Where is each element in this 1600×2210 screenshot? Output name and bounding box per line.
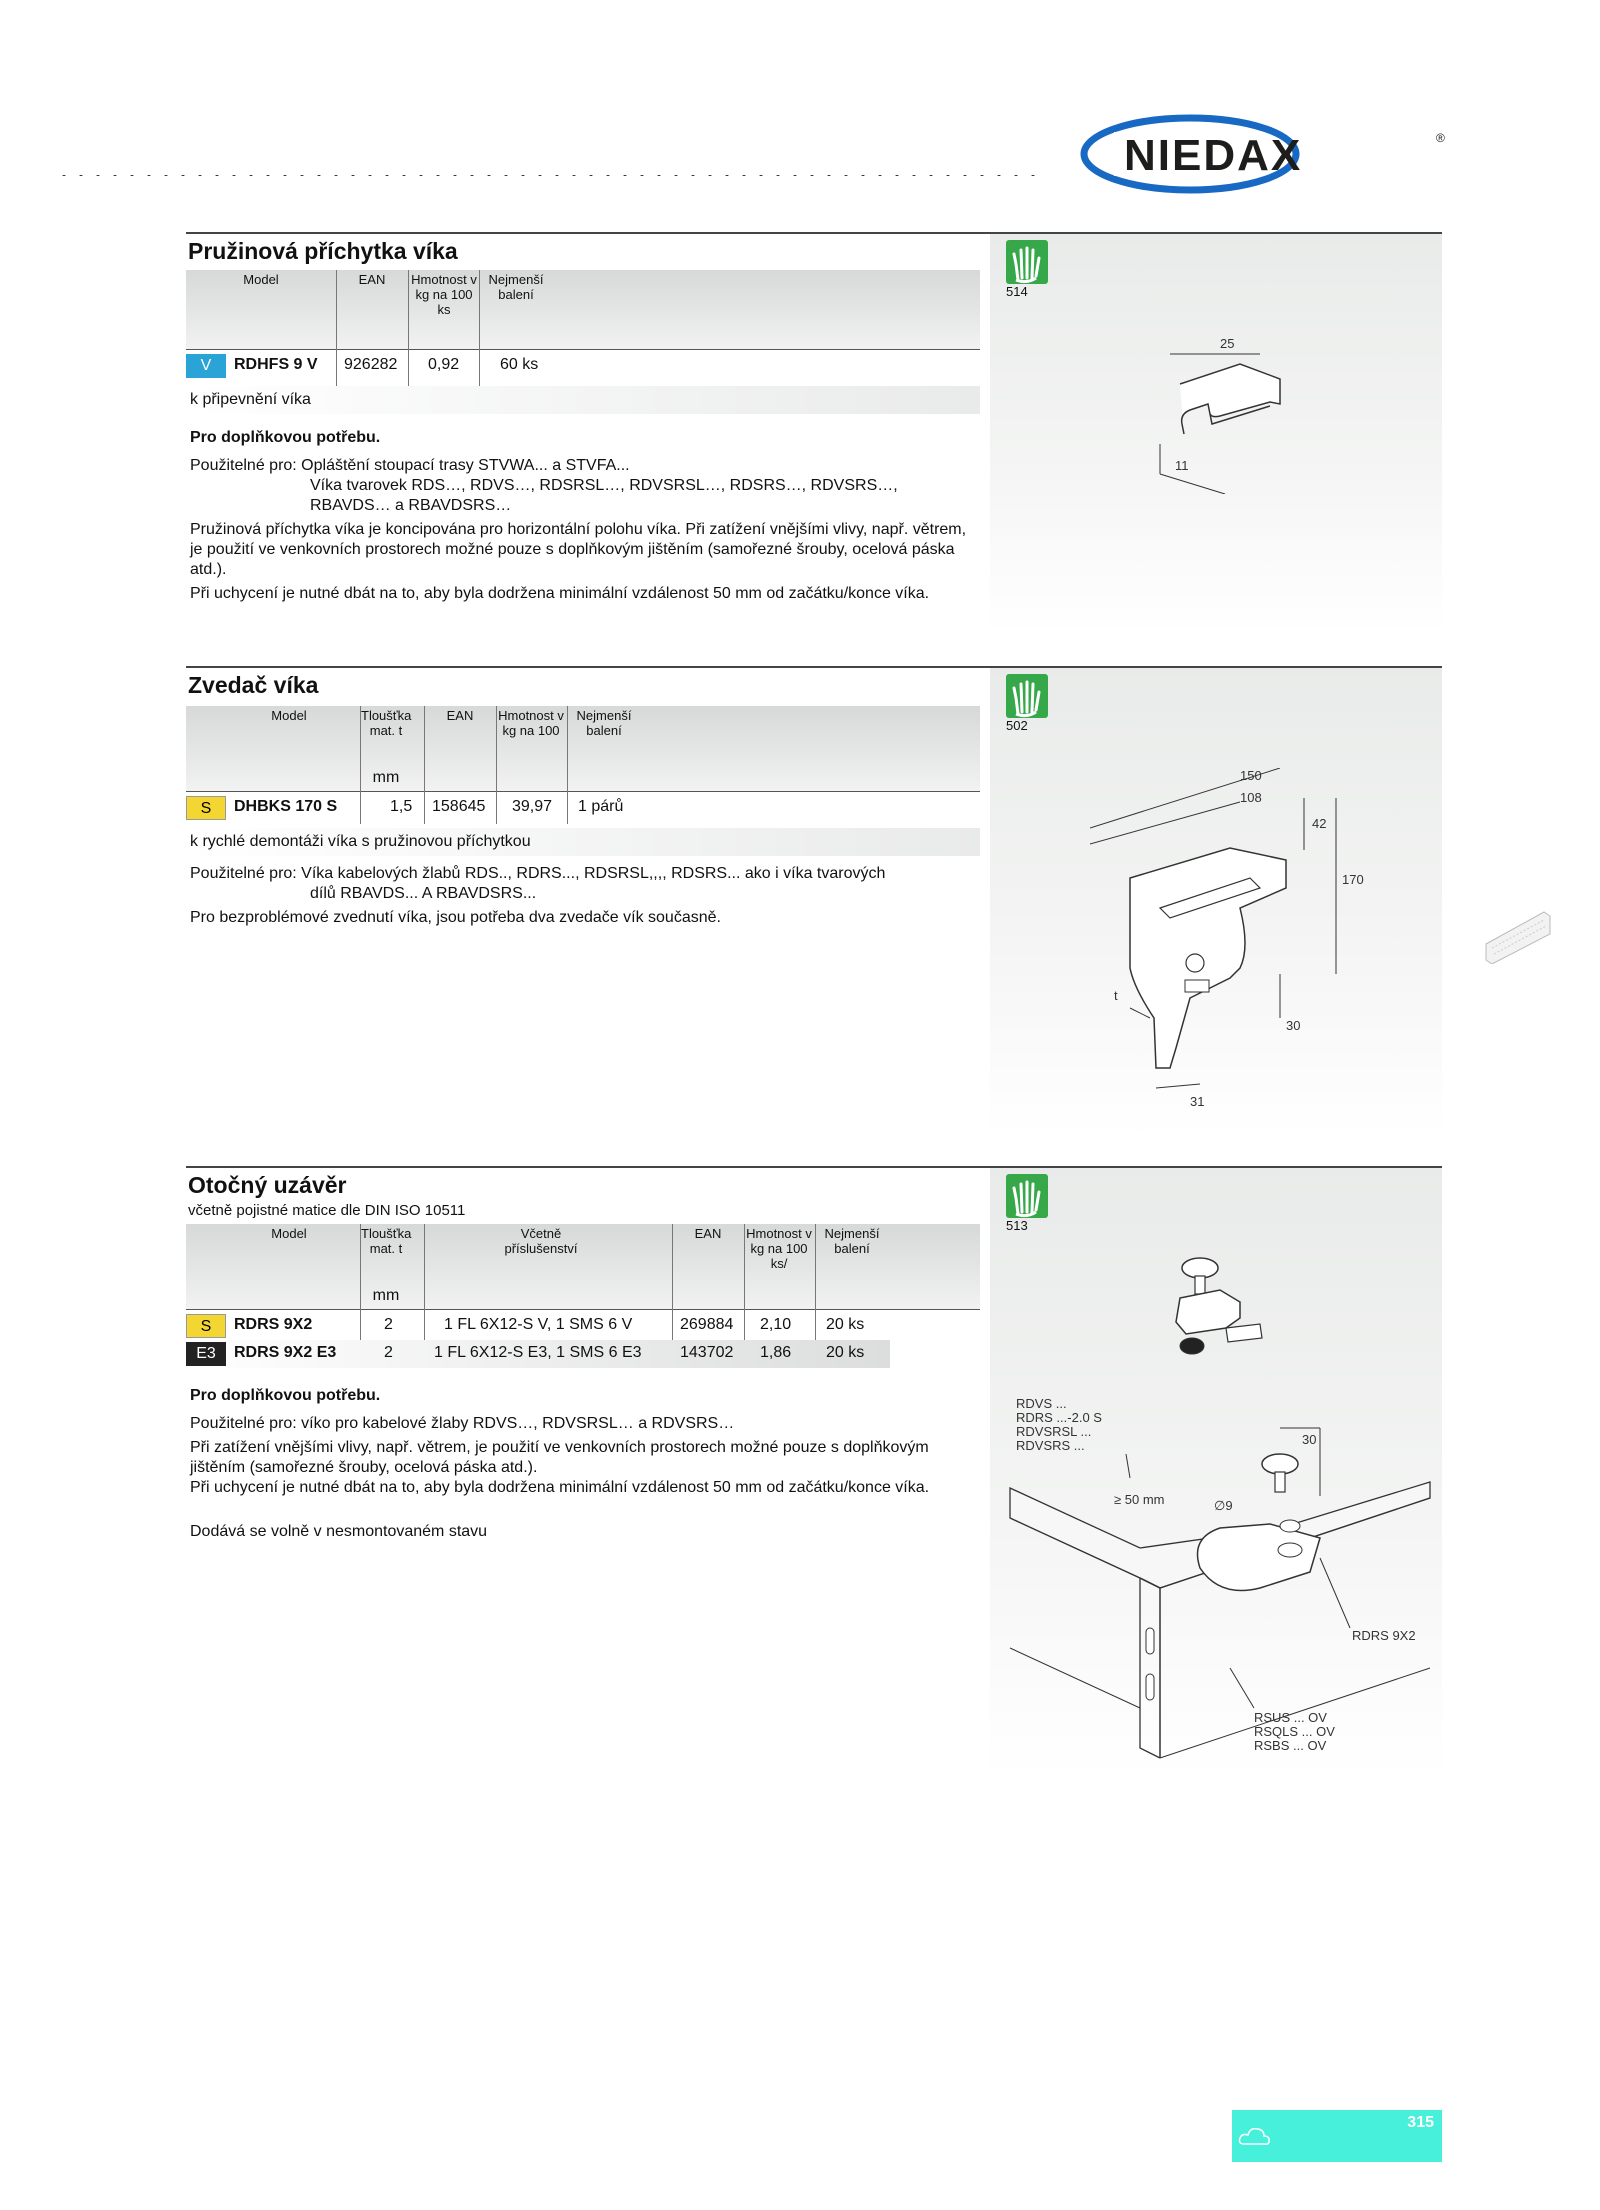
- cell-pack: 60 ks: [500, 356, 539, 373]
- drawing-label: ≥ 50 mm: [1114, 1492, 1165, 1507]
- dim-label: 31: [1190, 1094, 1205, 1109]
- dot: [317, 175, 321, 176]
- dot: [946, 175, 950, 176]
- niedax-logo: [1080, 112, 1460, 196]
- cloud-icon: [1238, 2124, 1272, 2148]
- col-ean: EAN: [694, 1226, 722, 1241]
- product-image-panel: [990, 668, 1442, 1138]
- dot: [538, 175, 542, 176]
- paragraph: Při uchycení je nutné dbát na to, aby byla dodržena minimální vzdálenost 50 mm od začátku/konce víka.: [190, 1479, 930, 1496]
- drawing-label: ∅9: [1214, 1498, 1233, 1513]
- page-footer-tab: [1232, 2110, 1442, 2162]
- drawing-label: RSUS ... OV: [1254, 1710, 1327, 1725]
- section-rotary-lock: [186, 1166, 1442, 1776]
- dot: [232, 175, 236, 176]
- paragraph: Použitelné pro: Víka kabelových žlabů RDS.., RDRS..., RDSRSL,,,, RDSRS... ako i víka tvarových: [190, 865, 886, 882]
- paragraph: Při uchycení je nutné dbát na to, aby byla dodržena minimální vzdálenost 50 mm od začátku/konce víka.: [190, 585, 930, 602]
- dot: [453, 175, 457, 176]
- section-title: Pružinová příchytka víka: [188, 238, 458, 264]
- dot: [674, 175, 678, 176]
- dot: [215, 175, 219, 176]
- section-title: Otočný uzávěr: [188, 1172, 347, 1198]
- dot: [1031, 175, 1035, 176]
- dot: [742, 175, 746, 176]
- table-header: [186, 270, 980, 350]
- cell-ean: 926282: [344, 356, 398, 373]
- dot: [793, 175, 797, 176]
- paragraph: Pro doplňkovou potřebu.: [190, 1387, 381, 1404]
- col-pack: Nejmenší balení: [576, 708, 632, 738]
- dot: [368, 175, 372, 176]
- paragraph: Použitelné pro: víko pro kabelové žlaby RDVS…, RDVSRSL… a RDVSRS…: [190, 1415, 735, 1432]
- cell-weight: 1,86: [760, 1344, 792, 1361]
- table-row: [186, 1312, 980, 1340]
- dot: [164, 175, 168, 176]
- cell-ean: 269884: [680, 1316, 734, 1333]
- drawing-label: RDRS 9X2: [1352, 1628, 1416, 1643]
- dot: [130, 175, 134, 176]
- dot: [623, 175, 627, 176]
- col-pack: Nejmenší balení: [488, 272, 544, 302]
- table-header: [186, 706, 980, 792]
- drawing-label: RDRS ...-2.0 S: [1016, 1410, 1102, 1425]
- cell-thickness: 2: [384, 1344, 393, 1361]
- dot: [385, 175, 389, 176]
- col-weight: Hmotnost v kg na 100: [498, 708, 564, 738]
- dot: [300, 175, 304, 176]
- col-ean: EAN: [358, 272, 386, 287]
- section-spring-clip: [186, 232, 1442, 632]
- table-row: [186, 794, 980, 822]
- drawing-label: RDVSRSL ...: [1016, 1424, 1092, 1439]
- dot: [810, 175, 814, 176]
- dot: [657, 175, 661, 176]
- spring-clip-drawing: [1120, 324, 1320, 494]
- drawing-label: RSQLS ... OV: [1254, 1724, 1335, 1739]
- cell-pack: 20 ks: [826, 1344, 865, 1361]
- col-model: Model: [271, 708, 307, 723]
- cell-weight: 2,10: [760, 1316, 792, 1333]
- cell-weight: 0,92: [428, 356, 460, 373]
- cell-weight: 39,97: [512, 798, 553, 815]
- cell-model: RDRS 9X2 E3: [234, 1344, 337, 1361]
- dot: [895, 175, 899, 176]
- cell-model: DHBKS 170 S: [234, 798, 338, 815]
- paragraph: Pro bezproblémové zvednutí víka, jsou potřeba dva zvedače vík současně.: [190, 909, 721, 926]
- dot: [776, 175, 780, 176]
- cell-pack: 1 párů: [578, 798, 624, 815]
- section-subtitle: včetně pojistné matice dle DIN ISO 10511: [188, 1202, 466, 1219]
- product-image-panel: [990, 234, 1442, 634]
- col-ean: EAN: [446, 708, 474, 723]
- cell-accessories: 1 FL 6X12-S E3, 1 SMS 6 E3: [434, 1344, 642, 1361]
- dot: [708, 175, 712, 176]
- glove-icon: [1006, 1174, 1048, 1218]
- drawing-label: RDVSRS ...: [1016, 1438, 1085, 1453]
- dot: [827, 175, 831, 176]
- dot: [555, 175, 559, 176]
- col-unit: mm: [372, 769, 400, 786]
- dot: [181, 175, 185, 176]
- dot: [1014, 175, 1018, 176]
- dot: [759, 175, 763, 176]
- dot: [912, 175, 916, 176]
- cell-ean: 158645: [432, 798, 486, 815]
- dim-label: t: [1114, 988, 1118, 1003]
- dot: [79, 175, 83, 176]
- col-unit: mm: [372, 1287, 400, 1304]
- section-lid-lifter: [186, 666, 1442, 1136]
- drawing-label: 30: [1302, 1432, 1317, 1447]
- paragraph: RBAVDS… a RBAVDSRS…: [310, 497, 512, 514]
- dot: [283, 175, 287, 176]
- variant-badge: S: [186, 796, 226, 820]
- cell-thickness: 1,5: [390, 798, 413, 815]
- dim-label: 30: [1286, 1018, 1301, 1033]
- dim-label: 170: [1342, 872, 1364, 887]
- col-thickness: Tloušťka mat. t: [361, 708, 412, 738]
- col-model: Model: [271, 1226, 307, 1241]
- dot: [521, 175, 525, 176]
- dot: [572, 175, 576, 176]
- dim-label: 11: [1175, 458, 1189, 473]
- panel-number: 513: [1006, 1218, 1028, 1233]
- dot: [589, 175, 593, 176]
- dot: [334, 175, 338, 176]
- dot: [147, 175, 151, 176]
- dot: [402, 175, 406, 176]
- glove-icon: [1006, 674, 1048, 718]
- dot: [470, 175, 474, 176]
- col-thickness: Tloušťka mat. t: [361, 1226, 412, 1256]
- variant-badge: E3: [186, 1342, 226, 1366]
- cell-thickness: 2: [384, 1316, 393, 1333]
- dot: [249, 175, 253, 176]
- drawing-label: RSBS ... OV: [1254, 1738, 1327, 1753]
- drawing-label: RDVS ...: [1016, 1396, 1067, 1411]
- dot: [266, 175, 270, 176]
- dim-label: 42: [1312, 816, 1327, 831]
- dot: [963, 175, 967, 176]
- col-accessories: Včetně příslušenství: [504, 1226, 578, 1256]
- dim-label: 150: [1240, 768, 1262, 783]
- col-model: Model: [243, 272, 279, 287]
- paragraph: Při zatížení vnějšími vlivy, např. větrem, je použití ve venkovních prostorech možné pouze s doplňkovým jištěním (samořezné šrouby, ocelová páska atd.).: [190, 1439, 929, 1476]
- cell-accessories: 1 FL 6X12-S V, 1 SMS 6 V: [444, 1316, 633, 1333]
- logo-text: NIEDAX: [1124, 131, 1303, 180]
- dot: [606, 175, 610, 176]
- table-row: [186, 352, 980, 380]
- dot: [487, 175, 491, 176]
- dot: [929, 175, 933, 176]
- panel-number: 514: [1006, 284, 1028, 299]
- dot: [844, 175, 848, 176]
- cell-model: RDHFS 9 V: [234, 356, 318, 373]
- dot: [691, 175, 695, 176]
- variant-badge: S: [186, 1314, 226, 1338]
- dot: [436, 175, 440, 176]
- section-title: Zvedač víka: [188, 672, 319, 698]
- dot: [113, 175, 117, 176]
- dim-label: 25: [1220, 336, 1235, 351]
- dim-label: 108: [1240, 790, 1262, 805]
- cell-pack: 20 ks: [826, 1316, 865, 1333]
- cable-tray-thumbnail: [1484, 904, 1552, 964]
- paragraph: Použitelné pro: Opláštění stoupací trasy STVWA... a STVFA...: [190, 457, 630, 474]
- logo-registered: ®: [1436, 131, 1445, 145]
- cell-ean: 143702: [680, 1344, 734, 1361]
- paragraph: Dodává se volně v nesmontovaném stavu: [190, 1523, 488, 1540]
- glove-icon: [1006, 240, 1048, 284]
- dot: [640, 175, 644, 176]
- col-weight: Hmotnost v kg na 100 ks/: [746, 1226, 812, 1271]
- paragraph: Pružinová příchytka víka je koncipována pro horizontální polohu víka. Při zatížení vnějšími vlivy, např. větrem, je použití ve venkovních prostorech možné pouze s doplňkovým jištěním (samořezné šrouby, ocelová páska atd.).: [190, 521, 967, 578]
- header-dotted-rule: [62, 166, 1062, 176]
- dot: [351, 175, 355, 176]
- lid-lifter-drawing: [1090, 768, 1380, 1128]
- dot: [997, 175, 1001, 176]
- panel-number: 502: [1006, 718, 1028, 733]
- table-row: [186, 1340, 890, 1368]
- dot: [419, 175, 423, 176]
- dot: [861, 175, 865, 176]
- dot: [96, 175, 100, 176]
- dot: [62, 175, 66, 176]
- paragraph: Pro doplňkovou potřebu.: [190, 429, 381, 446]
- paragraph: dílů RBAVDS... A RBAVDSRS...: [310, 885, 537, 902]
- variant-badge: V: [186, 354, 226, 378]
- dot: [980, 175, 984, 176]
- table-header: [186, 1224, 980, 1310]
- rotary-lock-drawing: [990, 1228, 1442, 1778]
- dot: [504, 175, 508, 176]
- dot: [198, 175, 202, 176]
- description: k rychlé demontáži víka s pružinovou příchytkou: [186, 828, 980, 856]
- paragraph: Víka tvarovek RDS…, RDVS…, RDSRSL…, RDVSRSL…, RDSRS…, RDVSRS…,: [310, 477, 898, 494]
- dot: [725, 175, 729, 176]
- page-number: 315: [1407, 2114, 1434, 2131]
- cell-model: RDRS 9X2: [234, 1316, 313, 1333]
- col-weight: Hmotnost v kg na 100 ks: [411, 272, 477, 317]
- description: k připevnění víka: [186, 386, 980, 414]
- col-pack: Nejmenší balení: [824, 1226, 880, 1256]
- product-image-panel: [990, 1168, 1442, 1778]
- dot: [878, 175, 882, 176]
